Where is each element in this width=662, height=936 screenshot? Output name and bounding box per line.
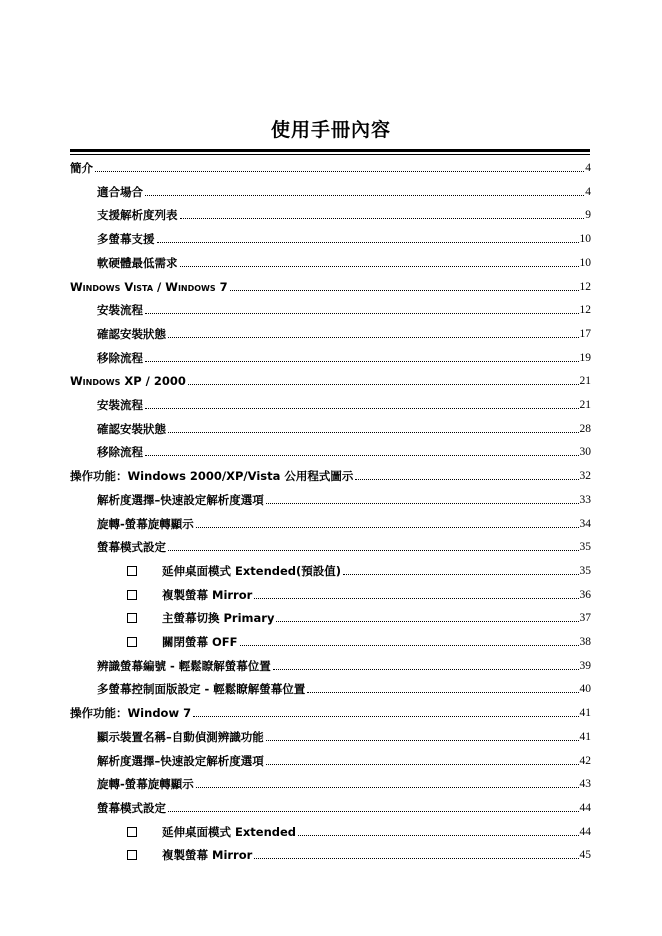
toc-entry-page-number: 38 bbox=[579, 636, 591, 648]
toc-entry-level-3[interactable] bbox=[127, 821, 591, 839]
checkbox-bullet-icon bbox=[127, 637, 137, 647]
toc-entry-title: 多螢幕控制面版設定 - 輕鬆瞭解螢幕位置 bbox=[97, 682, 306, 697]
toc-entry-title: Windows XP / 2000 bbox=[70, 374, 186, 389]
dot-leader bbox=[266, 764, 579, 765]
toc-entry-title: 簡介 bbox=[70, 161, 93, 175]
toc-entry-level-2[interactable] bbox=[97, 678, 591, 696]
checkbox-bullet-icon bbox=[127, 566, 137, 576]
dot-leader bbox=[254, 858, 578, 859]
toc-entry-level-2[interactable] bbox=[97, 204, 591, 222]
dot-leader bbox=[145, 361, 579, 362]
toc-entry-page-number: 41 bbox=[579, 707, 591, 720]
toc-entry-level-1[interactable] bbox=[70, 465, 591, 483]
dot-leader bbox=[240, 645, 579, 646]
toc-entry-title: 適合場合 bbox=[97, 184, 143, 199]
toc-entry-page-number: 40 bbox=[579, 683, 591, 696]
toc-entry-page-number: 41 bbox=[579, 730, 591, 743]
dot-leader bbox=[298, 835, 578, 836]
toc-entry-page-number: 10 bbox=[579, 233, 591, 246]
toc-entry-page-number: 33 bbox=[579, 493, 591, 506]
dot-leader bbox=[180, 266, 579, 267]
toc-entry-level-2[interactable] bbox=[97, 489, 591, 507]
page-title: 使用手冊內容 bbox=[270, 119, 391, 141]
toc-entry-level-3[interactable] bbox=[127, 560, 591, 578]
toc-entry-page-number: 10 bbox=[579, 256, 591, 269]
checkbox-bullet-icon bbox=[127, 613, 137, 623]
dot-leader bbox=[266, 740, 579, 741]
toc-entry-page-number: 44 bbox=[579, 801, 591, 814]
toc-entry-level-2[interactable] bbox=[97, 252, 591, 270]
toc-entry-level-2[interactable] bbox=[97, 441, 591, 459]
toc-entry-level-2[interactable] bbox=[97, 513, 591, 531]
toc-entry-level-2[interactable] bbox=[97, 750, 591, 768]
toc-entry-page-number: 4 bbox=[585, 162, 591, 174]
toc-entry-title: 安裝流程 bbox=[97, 398, 143, 412]
toc-entry-level-2[interactable] bbox=[97, 228, 591, 246]
dot-leader bbox=[273, 669, 579, 670]
toc-entry-title: 解析度選擇–快速設定解析度選項 bbox=[97, 492, 264, 507]
toc-entry-page-number: 36 bbox=[579, 588, 591, 601]
checkbox-bullet-icon bbox=[127, 827, 137, 837]
dot-leader bbox=[266, 503, 579, 504]
toc-entry-title: Windows Vista / Windows 7 bbox=[70, 279, 228, 294]
toc-entry-level-2[interactable] bbox=[97, 655, 591, 673]
dot-leader bbox=[276, 621, 578, 622]
toc-entry-title: 螢幕模式設定 bbox=[97, 540, 166, 555]
toc-entry-title: 顯示裝置名稱–自動偵測辨識功能 bbox=[97, 729, 264, 744]
toc-entry-level-1[interactable] bbox=[70, 157, 591, 175]
toc-entry-title: 移除流程 bbox=[97, 445, 143, 460]
toc-entry-title: 操作功能：Window 7 bbox=[70, 706, 192, 721]
toc-entry-page-number: 35 bbox=[579, 541, 591, 554]
toc-entry-title: 軟硬體最低需求 bbox=[97, 255, 178, 270]
toc-entry-title: 複製螢幕 Mirror bbox=[162, 848, 253, 863]
toc-entry-title: 多螢幕支援 bbox=[97, 232, 155, 247]
toc-entry-title: 安裝流程 bbox=[97, 303, 143, 318]
toc-entry-page-number: 28 bbox=[579, 422, 591, 435]
toc-entry-level-3[interactable] bbox=[127, 844, 591, 862]
dot-leader bbox=[145, 455, 579, 456]
dot-leader bbox=[168, 337, 579, 338]
toc-entry-page-number: 4 bbox=[585, 185, 591, 198]
toc-entry-page-number: 32 bbox=[579, 470, 591, 483]
dot-leader bbox=[230, 290, 579, 291]
toc-entry-level-2[interactable] bbox=[97, 773, 591, 791]
toc-entry-level-3[interactable] bbox=[127, 607, 591, 625]
toc-entry-page-number: 35 bbox=[579, 564, 591, 577]
dot-leader bbox=[145, 195, 584, 196]
toc-entry-title: 旋轉-螢幕旋轉顯示 bbox=[97, 777, 194, 792]
dot-leader bbox=[157, 242, 579, 243]
toc-entry-level-2[interactable] bbox=[97, 347, 591, 365]
toc-entry-title: 操作功能：Windows 2000/XP/Vista 公用程式圖示 bbox=[70, 469, 354, 484]
dot-leader bbox=[168, 550, 579, 551]
toc-entry-page-number: 42 bbox=[579, 754, 591, 767]
dot-leader bbox=[168, 432, 579, 433]
dot-leader bbox=[196, 787, 579, 788]
dot-leader bbox=[254, 598, 578, 599]
dot-leader bbox=[196, 527, 579, 528]
dot-leader bbox=[145, 408, 579, 409]
toc-entry-title: 主螢幕切換 Primary bbox=[162, 611, 275, 626]
dot-leader bbox=[145, 313, 579, 314]
toc-entry-level-3[interactable] bbox=[127, 584, 591, 602]
dot-leader bbox=[188, 384, 579, 385]
dot-leader bbox=[180, 218, 585, 219]
dot-leader bbox=[355, 479, 578, 480]
toc-entry-title: 螢幕模式設定 bbox=[97, 800, 166, 815]
toc-entry-level-2[interactable] bbox=[97, 299, 591, 317]
toc-entry-page-number: 37 bbox=[579, 612, 591, 625]
toc-entry-title: 解析度選擇–快速設定解析度選項 bbox=[97, 753, 264, 768]
toc-entry-title: 支援解析度列表 bbox=[97, 208, 178, 223]
toc-entry-title: 確認安裝狀態 bbox=[97, 326, 166, 341]
toc-entry-page-number: 45 bbox=[579, 849, 591, 862]
toc-entry-page-number: 39 bbox=[579, 659, 591, 672]
checkbox-bullet-icon bbox=[127, 850, 137, 860]
toc-entry-page-number: 19 bbox=[579, 351, 591, 364]
toc-entry-level-2[interactable] bbox=[97, 418, 591, 436]
toc-entry-level-3[interactable] bbox=[127, 631, 591, 649]
toc-entry-page-number: 44 bbox=[579, 825, 591, 838]
toc-entry-page-number: 34 bbox=[579, 517, 591, 530]
toc-entry-page-number: 17 bbox=[579, 327, 591, 340]
toc-entry-title: 關閉螢幕 OFF bbox=[162, 635, 238, 649]
toc-entry-title: 移除流程 bbox=[97, 350, 143, 365]
dot-leader bbox=[95, 171, 584, 172]
toc-entry-page-number: 9 bbox=[585, 209, 591, 222]
toc-entry-level-1[interactable] bbox=[70, 370, 591, 388]
toc-entry-title: 辨識螢幕編號 - 輕鬆瞭解螢幕位置 bbox=[97, 658, 271, 673]
dot-leader bbox=[193, 716, 578, 717]
dot-leader bbox=[307, 692, 578, 693]
dot-leader bbox=[343, 574, 578, 575]
toc-entry-level-2[interactable] bbox=[97, 536, 591, 554]
toc-entry-level-2[interactable] bbox=[97, 726, 591, 744]
toc-entry-page-number: 30 bbox=[579, 446, 591, 459]
toc-entry-page-number: 21 bbox=[579, 375, 591, 388]
dot-leader bbox=[168, 811, 579, 812]
toc-entry-title: 延伸桌面模式 Extended bbox=[162, 824, 297, 839]
toc-entry-title: 延伸桌面模式 Extended(預設值) bbox=[162, 563, 342, 578]
toc-entry-level-1[interactable] bbox=[70, 276, 591, 294]
toc-entry-level-2[interactable] bbox=[97, 797, 591, 815]
toc-entry-page-number: 12 bbox=[579, 280, 591, 293]
toc-entry-level-2[interactable] bbox=[97, 181, 591, 199]
toc-entry-title: 複製螢幕 Mirror bbox=[162, 587, 253, 602]
toc-entry-title: 確認安裝狀態 bbox=[97, 421, 166, 436]
checkbox-bullet-icon bbox=[127, 590, 137, 600]
toc-entry-page-number: 43 bbox=[579, 778, 591, 791]
toc-entry-page-number: 12 bbox=[579, 304, 591, 317]
toc-entry-title: 旋轉-螢幕旋轉顯示 bbox=[97, 516, 194, 531]
toc-entry-page-number: 21 bbox=[579, 399, 591, 411]
toc-entry-level-2[interactable] bbox=[97, 394, 591, 412]
toc-entry-level-2[interactable] bbox=[97, 323, 591, 341]
toc-entry-level-1[interactable] bbox=[70, 702, 591, 720]
